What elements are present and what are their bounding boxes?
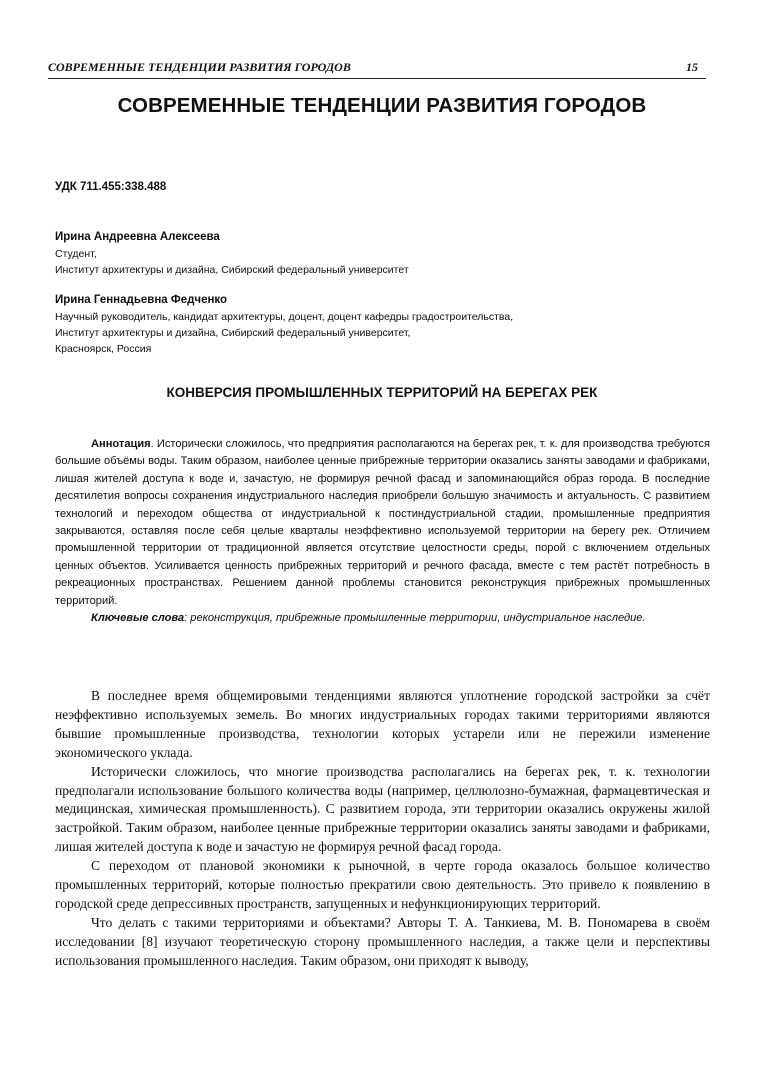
body-paragraph: В последнее время общемировыми тенденциями являются уплотнение городской застройки за счёт неэффективно используемых земель. Во многих индустриальных городах такими территориями являются бывшие промышленные производства, технологии которых устарели или не пережили изменение экономического уклада.	[55, 688, 710, 760]
author-name: Ирина Андреевна Алексеева	[55, 231, 220, 243]
keywords-label: Ключевые слова	[91, 612, 185, 625]
author-block-2	[55, 291, 513, 357]
running-header-title: СОВРЕМЕННЫЕ ТЕНДЕНЦИИ РАЗВИТИЯ ГОРОДОВ	[48, 60, 351, 74]
body-paragraph: Исторически сложилось, что многие производства располагались на берегах рек, т. к. технологии предполагали использование большого количества воды (например, целлюлозно-бумажная, фармацевтическая и медицинская, химическая промышленность). С развитием города, эти территории оказались окружены жилой застройкой. Таким образом, наиболее ценные прибрежные территории оказались заняты заводами и фабриками, лишая жителей доступа к воде и зачастую не формируя речной фасад города.	[55, 763, 710, 855]
page-number: 15	[686, 60, 698, 74]
keywords-paragraph	[55, 610, 710, 627]
article-title: КОНВЕРСИЯ ПРОМЫШЛЕННЫХ ТЕРРИТОРИЙ НА БЕРЕГАХ РЕК	[166, 385, 598, 400]
author-affiliation-line: Научный руководитель, кандидат архитектуры, доцент, доцент кафедры градостроительства,	[55, 311, 514, 323]
udc-code: УДК 711.455:338.488	[55, 181, 167, 193]
author-affiliation-line: Институт архитектуры и дизайна, Сибирский федеральный университет	[55, 264, 409, 276]
body-paragraph: С переходом от плановой экономики к рыночной, в черте города оказалось большое количество промышленных территорий, которые полностью прекратили свою деятельность. Это привело к появлению в городской среде депрессивных пространств, запущенных и нефункционирующих территорий.	[55, 858, 710, 911]
author-affiliation-line: Студент,	[55, 248, 97, 260]
author-affiliation-line: Институт архитектуры и дизайна, Сибирский федеральный университет,	[55, 327, 411, 339]
article-body	[55, 687, 710, 971]
keywords-text: : реконструкция, прибрежные промышленные территории, индустриальное наследие.	[184, 612, 646, 625]
author-affiliation-line: Красноярск, Россия	[55, 343, 152, 355]
author-name: Ирина Геннадьевна Федченко	[55, 294, 228, 306]
running-header	[48, 60, 706, 79]
abstract-paragraph	[55, 436, 710, 610]
abstract	[55, 436, 710, 627]
body-paragraph: Что делать с такими территориями и объектами? Авторы Т. А. Танкиева, М. В. Пономарева в своём исследовании [8] изучают теоретическую сторону промышленного наследия, а также цели и перспективы использования промышленного наследия. Таким образом, они приходят к выводу,	[55, 914, 710, 968]
abstract-label: Аннотация	[91, 438, 151, 450]
section-title: СОВРЕМЕННЫЕ ТЕНДЕНЦИИ РАЗВИТИЯ ГОРОДОВ	[117, 94, 647, 117]
abstract-text: . Исторически сложилось, что предприятия располагаются на берегах рек, т. к. для производства требуются большие объёмы воды. Таким образом, наиболее ценные прибрежные территории оказались заняты заводами и фабриками, лишая жителей доступа к воде и, зачастую, не формируя речной фасад и запоминающийся образ города. В последние десятилетия вопросы сохранения индустриального наследия приобрели большую значимость и актуальность. С развитием технологий и переходом общества от индустриальной к постиндустриальной стадии, промышленные предприятия закрываются, оставляя после себя целые кварталы неэффективно используемой территории на берегу рек. Отличием промышленной территории от традиционной является отсутствие целостности среды, порой с включением отдельных ценных объектов. Усиливается ценность прибрежных территорий и речного фасада, вместе с тем растёт потребность в рекреационных пространствах. Решением данной проблемы становится реконструкция прибрежных промышленных территорий.	[55, 438, 710, 607]
author-block-1	[55, 228, 409, 278]
